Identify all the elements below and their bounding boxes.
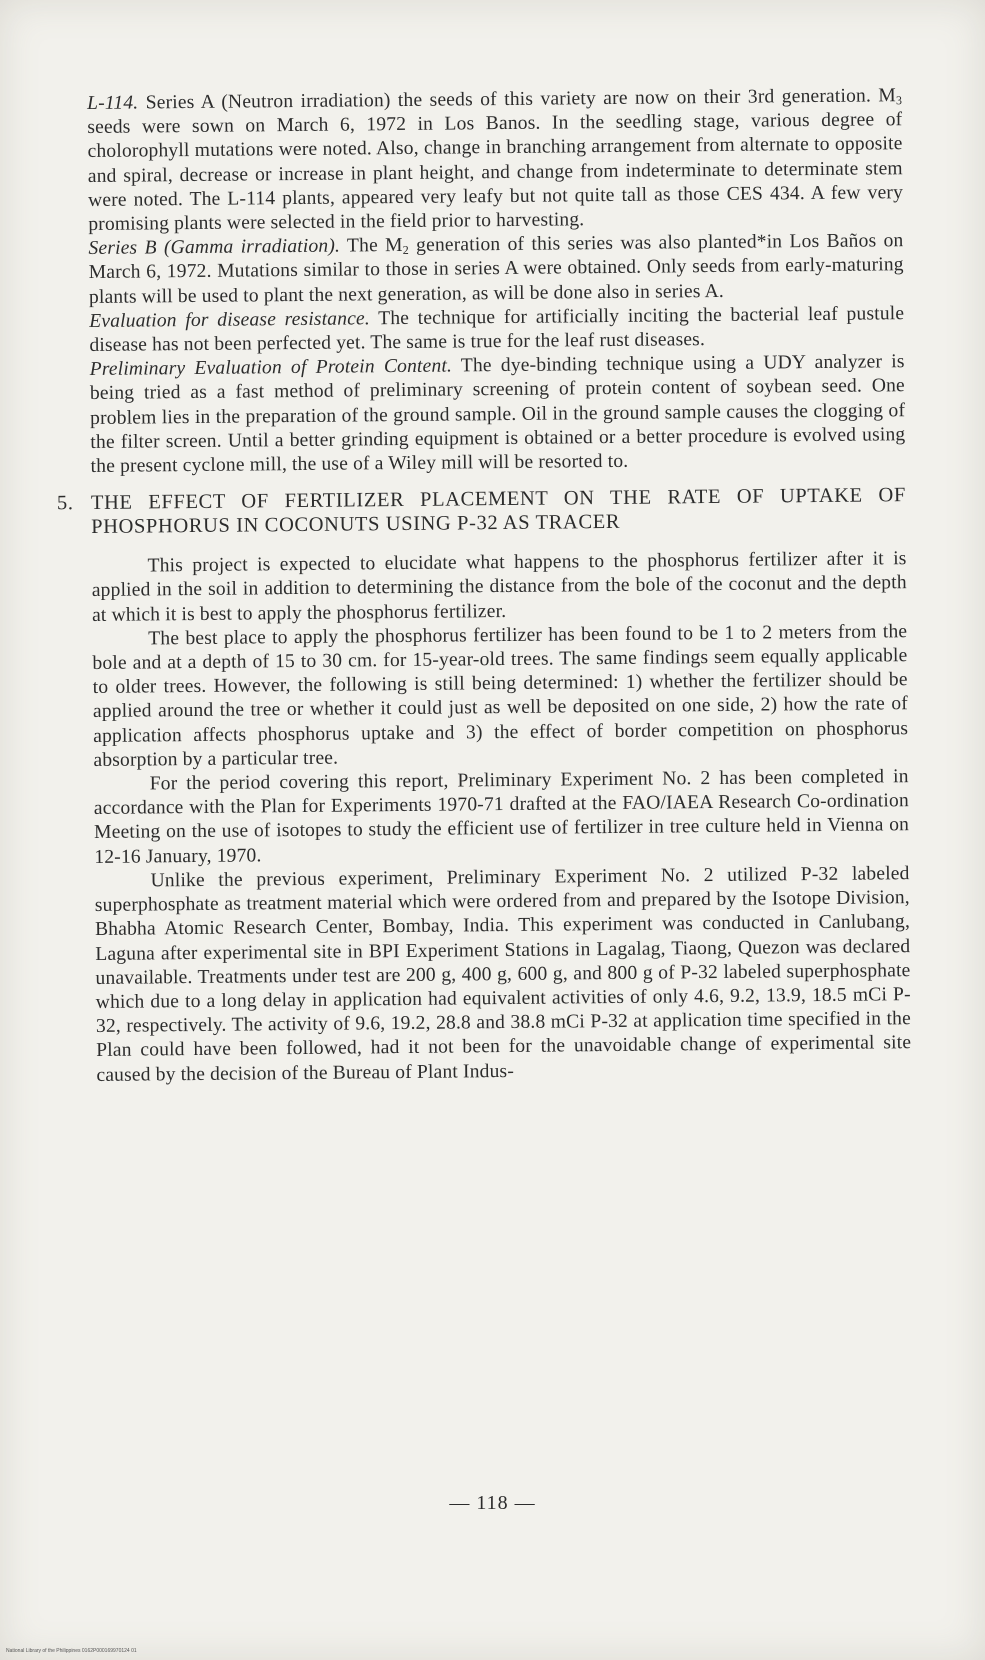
subscript: 2 (402, 243, 409, 258)
paragraph-series-b (88, 229, 904, 309)
paragraph-lead: Evaluation for disease resistance. (89, 308, 370, 332)
paragraph-lead: L-114. (87, 92, 139, 114)
paragraph-text: The M (339, 235, 403, 257)
section-number: 5. (56, 492, 74, 515)
paragraph-text: Series A (Neutron irradiation) the seeds of this variety are now on their 3rd generation. M (138, 85, 897, 114)
paragraph-lead: Preliminary Evaluation of Protein Content. (89, 355, 453, 381)
page-number: — 118 — (449, 1492, 536, 1514)
paragraph-disease-resistance (89, 302, 904, 358)
paragraph-protein-content (90, 350, 906, 479)
paragraph-text: The dye-binding technique using a UDY analyzer is being tried as a fast method of preliminary screening of protein content of soybean seed. One problem lies in the preparation of the ground sample. Oil in the ground sample causes the clogging of the filter screen. Until a better grinding equipment is obtained or a better procedure is evolved using the present cyclone mill, the use of a Wiley mill will be resorted to. (89, 351, 906, 478)
paragraph-text: seeds were sown on March 6, 1972 in Los Banos. In the seedling stage, various degree of cholorophyll mutations were noted. Also, change in branching arrangement from alternate to opposite and spiral, decrease or increase in plant height, and change from indeterminate to determinate stem were noted. The L-114 plants, appeared very leafy but not quite tall as those CES 434. A few very promising plants were selected in the field prior to harvesting. (87, 109, 904, 236)
body-paragraph: Unlike the previous experiment, Preliminary Experiment No. 2 utilized P-32 labeled superphosphate as treatment material which were ordered from and prepared by the Isotope Division, Bhabha Atomic Research Center, Bombay, India. This experiment was conducted in Canlubang, Laguna after experimental site in BPI Experiment Stations in Lagalag, Tiaong, Quezon was declared unavailable. Treatments under test are 200 g, 400 g, 600 g, and 800 g of P-32 labeled superphosphate which due to a long delay in application had equivalent activities of only 4.6, 9.2, 13.9, 18.5 mCi P-32, respectively. The activity of 9.6, 19.2, 28.8 and 38.8 mCi P-32 at application time specified in the Plan could have been followed, had it not been for the unavoidable change of experimental site caused by the decision of the Bureau of Plant Indus- (94, 863, 912, 1086)
subscript: 3 (895, 93, 903, 108)
section-heading (57, 483, 906, 539)
paragraph-l114 (87, 84, 903, 237)
body-paragraph: This project is expected to elucidate what happens to the phosphorus fertilizer after it is applied in the soil in addition to determining the distance from the bole of the coconut and the depth at which it is best to apply the phosphorus fertilizer. (91, 548, 907, 626)
document-body (56, 84, 912, 1087)
body-paragraph: For the period covering this report, Preliminary Experiment No. 2 has been completed in accordance with the Plan for Experiments 1970-71 drafted at the FAO/IAEA Research Co-ordination Meeting on the use of isotopes to study the efficient use of fertilizer in tree culture held in Vienna on 12-16 January, 1970. (93, 766, 910, 868)
paragraph-text: The technique for artificially inciting the bacterial leaf pustule disease has not been perfected yet. The same is true for the leaf rust diseases. (89, 302, 905, 357)
body-paragraph: The best place to apply the phosphorus fertilizer has been found to be 1 to 2 meters from the bole and at a depth of 15 to 30 cm. for 15-year-old trees. The same findings seem equally applicable to older trees. However, the following is still being determined: 1) whether the fertilizer should be applied around the tree or whether it could just as well be deposited on one side, 2) how the rate of application affects phosphorus uptake and 3) the effect of border competition on phosphorus absorption by a particular tree. (92, 621, 909, 771)
section-title: THE EFFECT OF FERTILIZER PLACEMENT ON THE RATE OF UPTAKE OF PHOSPHORUS IN COCONUTS USING P-32 AS TRACER (90, 484, 907, 539)
paragraph-lead: Series B (Gamma irradiation). (88, 235, 341, 260)
paragraph-text: generation of this series was also planted*in Los Baños on March 6, 1972. Mutations similar to those in series A were obtained. Only seeds from early-maturing plants will be used to plant the next generation, as will be done also in series A. (88, 230, 904, 308)
library-footer: National Library of the Philippines 0162P000169970124 01 (6, 1648, 137, 1654)
